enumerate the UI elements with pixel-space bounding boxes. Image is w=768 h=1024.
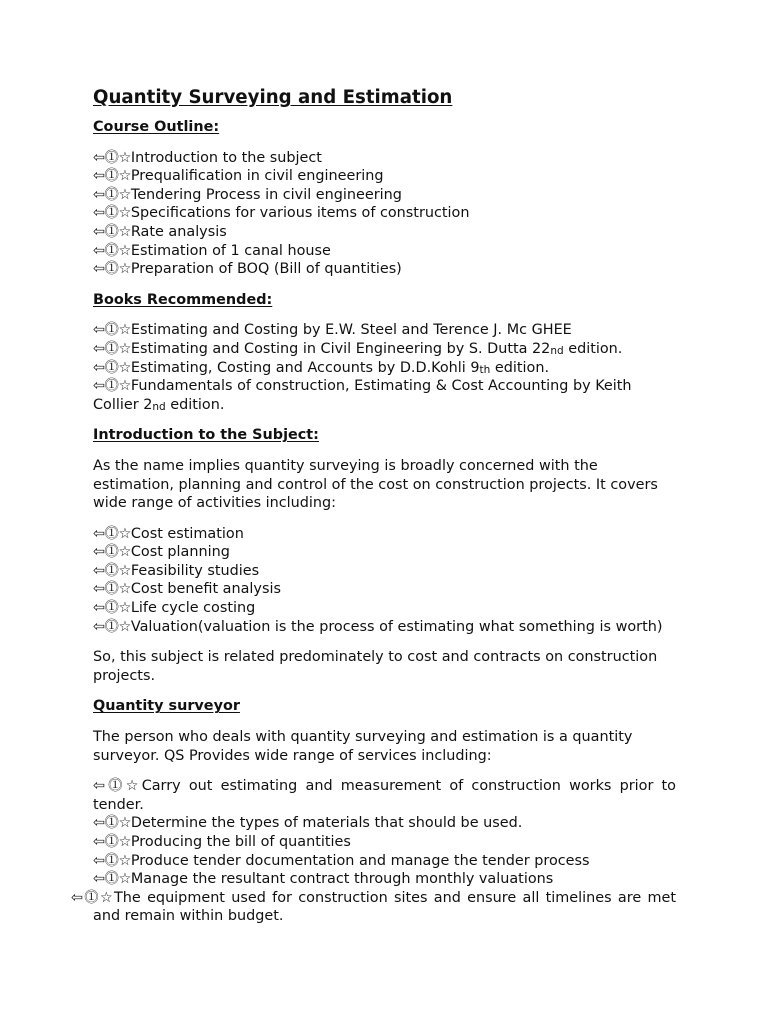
list-item bbox=[93, 777, 676, 814]
list-item bbox=[93, 204, 676, 223]
bullet-icon: ⇦⓵☆ bbox=[93, 378, 131, 395]
list-item-text: Feasibility studies bbox=[130, 562, 260, 579]
bullet-icon: ⇦⓵☆ bbox=[93, 562, 131, 579]
ordinal-suffix: nd bbox=[550, 344, 564, 357]
bullet-icon: ⇦⓵☆ bbox=[93, 871, 131, 888]
list-item-text: Fundamentals of construction, Estimating & Cost Accounting by Keith Collier 2 bbox=[93, 378, 632, 413]
course-outline-heading: Course Outline: bbox=[93, 119, 220, 135]
list-item bbox=[93, 870, 676, 889]
activities-list bbox=[93, 525, 676, 637]
quantity-surveyor-paragraph: The person who deals with quantity surveying and estimation is a quantity surveyor. QS Provides wide range of services including: bbox=[93, 729, 633, 764]
list-item-text: Valuation(valuation is the process of estimating what something is worth) bbox=[130, 618, 663, 635]
list-item-text: Estimating, Costing and Accounts by D.D.Kohli 9 bbox=[130, 359, 480, 376]
list-item-text: Estimating and Costing by E.W. Steel and Terence J. Mc GHEE bbox=[130, 322, 572, 339]
bullet-icon: ⇦⓵☆ bbox=[93, 525, 131, 542]
list-item bbox=[93, 242, 676, 261]
bullet-icon: ⇦⓵☆ bbox=[93, 834, 131, 850]
list-item-text: edition. bbox=[490, 359, 550, 376]
list-item bbox=[93, 149, 676, 168]
list-item-text: Tendering Process in civil engineering bbox=[130, 186, 402, 203]
list-item-text: The equipment used for construction sites and ensure all timelines are met and remain within budget. bbox=[93, 889, 676, 925]
list-item bbox=[93, 223, 676, 242]
ordinal-suffix: th bbox=[479, 363, 491, 376]
books-recommended-heading: Books Recommended: bbox=[93, 291, 273, 308]
bullet-icon: ⇦⓵☆ bbox=[93, 581, 131, 598]
list-item-text: Introduction to the subject bbox=[130, 149, 322, 166]
list-item-text: Carry out estimating and measurement of construction works prior to tender. bbox=[93, 778, 676, 813]
list-item bbox=[93, 359, 676, 378]
list-item bbox=[93, 580, 676, 599]
list-item bbox=[93, 814, 676, 833]
bullet-icon: ⇦⓵☆ bbox=[93, 618, 131, 635]
list-item-text: edition. bbox=[165, 396, 225, 413]
list-item-text: Estimation of 1 canal house bbox=[130, 242, 331, 259]
list-item-text: Preparation of BOQ (Bill of quantities) bbox=[130, 261, 402, 278]
document-page bbox=[71, 86, 676, 938]
list-item bbox=[93, 618, 676, 637]
bullet-icon: ⇦⓵☆ bbox=[71, 889, 115, 906]
bullet-icon: ⇦⓵☆ bbox=[93, 242, 131, 259]
introduction-heading: Introduction to the Subject: bbox=[93, 427, 319, 444]
bullet-icon: ⇦⓵☆ bbox=[93, 322, 131, 339]
bullet-icon: ⇦⓵☆ bbox=[93, 359, 131, 376]
bullet-icon: ⇦⓵☆ bbox=[93, 815, 131, 832]
summary-paragraph: So, this subject is related predominately to cost and contracts on construction projects. bbox=[93, 649, 658, 684]
list-item-text: Estimating and Costing in Civil Engineering by S. Dutta 22 bbox=[130, 340, 551, 357]
bullet-icon: ⇦⓵☆ bbox=[93, 852, 131, 869]
list-item bbox=[93, 543, 676, 562]
list-item-text: Producing the bill of quantities bbox=[130, 834, 351, 850]
list-item bbox=[93, 562, 676, 581]
introduction-paragraph: As the name implies quantity surveying is broadly concerned with the estimation, planning and control of the cost on construction projects. It covers wide range of activities including: bbox=[93, 457, 658, 512]
list-item bbox=[93, 340, 676, 359]
bullet-icon: ⇦⓵☆ bbox=[93, 600, 131, 617]
list-item bbox=[93, 186, 676, 205]
ordinal-suffix: nd bbox=[152, 400, 166, 413]
bullet-icon: ⇦⓵☆ bbox=[93, 223, 131, 240]
bullet-icon: ⇦⓵☆ bbox=[93, 340, 131, 357]
quantity-surveyor-heading: Quantity surveyor bbox=[93, 698, 240, 715]
list-item bbox=[71, 889, 676, 926]
list-item bbox=[93, 377, 676, 414]
list-item-text: Determine the types of materials that should be used. bbox=[130, 815, 523, 832]
bullet-icon: ⇦⓵☆ bbox=[93, 205, 131, 222]
bullet-icon: ⇦⓵☆ bbox=[93, 186, 131, 203]
list-item bbox=[93, 321, 676, 340]
list-item-text: Cost benefit analysis bbox=[130, 581, 281, 598]
document-title: Quantity Surveying and Estimation bbox=[93, 87, 453, 108]
list-item bbox=[93, 260, 676, 279]
list-item-text: Cost planning bbox=[130, 544, 230, 561]
list-item-text: Produce tender documentation and manage the tender process bbox=[130, 852, 590, 869]
books-list bbox=[93, 321, 676, 414]
list-item bbox=[93, 852, 676, 871]
list-item bbox=[93, 167, 676, 186]
list-item-text: Specifications for various items of construction bbox=[130, 205, 470, 222]
bullet-icon: ⇦⓵☆ bbox=[93, 149, 131, 166]
list-item-text: Manage the resultant contract through monthly valuations bbox=[130, 871, 554, 888]
list-item-text: edition. bbox=[563, 340, 623, 357]
list-item-text: Cost estimation bbox=[130, 525, 244, 542]
list-item-text: Rate analysis bbox=[130, 223, 227, 240]
course-outline-list bbox=[93, 149, 676, 279]
list-item bbox=[93, 599, 676, 618]
bullet-icon: ⇦⓵☆ bbox=[93, 544, 131, 561]
services-list bbox=[71, 777, 676, 926]
list-item bbox=[93, 833, 676, 852]
list-item bbox=[93, 525, 676, 544]
list-item-text: Prequalification in civil engineering bbox=[130, 168, 384, 185]
bullet-icon: ⇦⓵☆ bbox=[93, 261, 131, 278]
bullet-icon: ⇦⓵☆ bbox=[93, 778, 142, 795]
list-item-text: Life cycle costing bbox=[130, 600, 256, 617]
bullet-icon: ⇦⓵☆ bbox=[93, 168, 131, 185]
